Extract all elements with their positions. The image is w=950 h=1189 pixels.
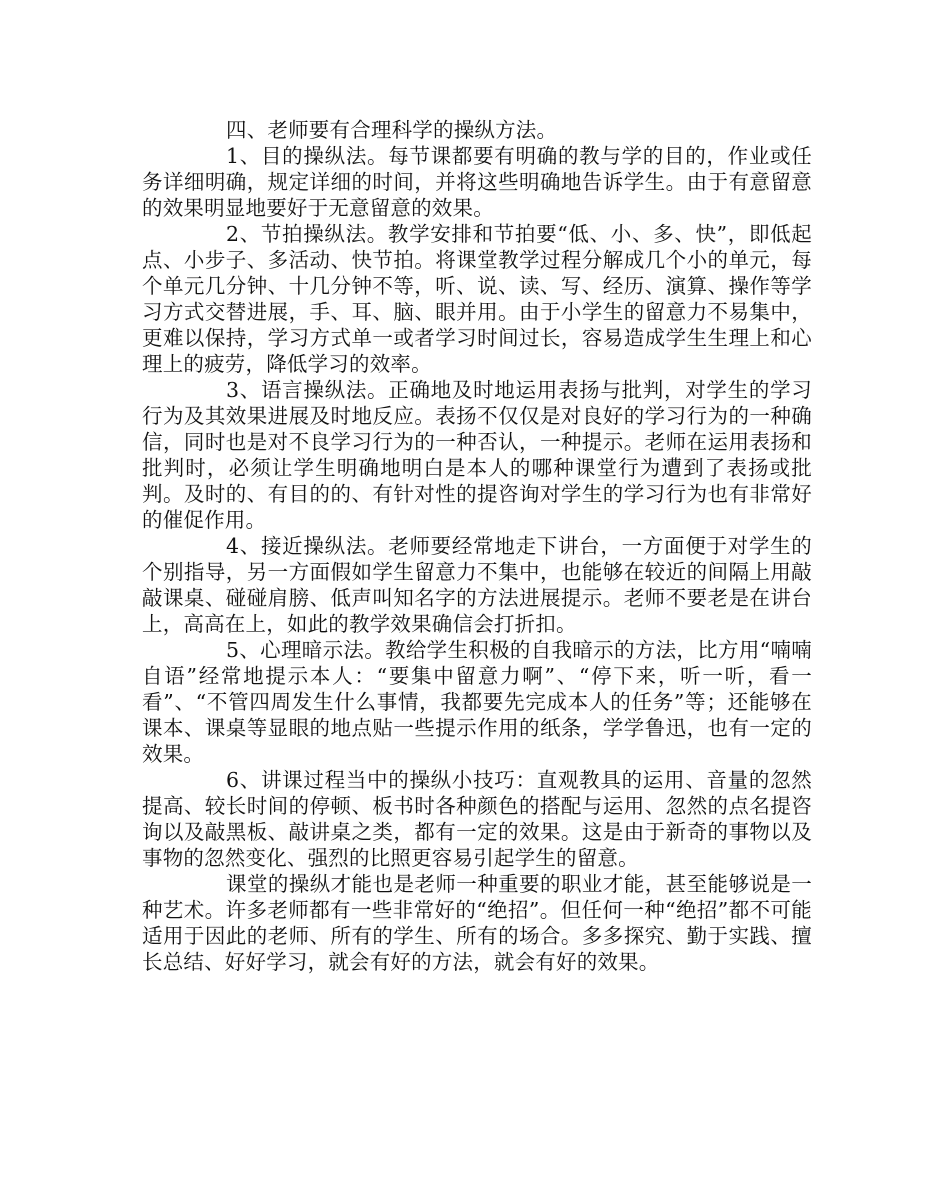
paragraph-psychological-suggestion: 5、心理暗示法。教给学生积极的自我暗示的方法，比方用“喃喃自语”经常地提示本人：“要集中留意力啊”、“停下来，听一听，看一看”、“不管四周发生什么事情，我都要先完成本人的任务”等；还能够在课本、课桌等显眼的地点贴一些提示作用的纸条，学学鲁迅，也有一定的效果。 xyxy=(142,638,812,766)
paragraph-proximity-control: 4、接近操纵法。老师要经常地走下讲台，一方面便于对学生的个别指导，另一方面假如学生留意力不集中，也能够在较近的间隔上用敲敲课桌、碰碰肩膀、低声叫知名字的方法进展提示。老师不要老是在讲台上，高高在上，如此的教学效果确信会打折扣。 xyxy=(142,534,812,636)
section-heading: 四、老师要有合理科学的操纵方法。 xyxy=(226,118,558,142)
paragraph-language-control: 3、语言操纵法。正确地及时地运用表扬与批判，对学生的学习行为及其效果进展及时地反应。表扬不仅仅是对良好的学习行为的一种确信，同时也是对不良学习行为的一种否认，一种提示。老师在运用表扬和批判时，必须让学生明确地明白是本人的哪种课堂行为遭到了表扬或批判。及时的、有目的的、有针对性的提咨询对学生的学习行为也有非常好的催促作用。 xyxy=(142,378,812,532)
paragraph-rhythm-control: 2、节拍操纵法。教学安排和节拍要“低、小、多、快”，即低起点、小步子、多活动、快节拍。将课堂教学过程分解成几个小的单元，每个单元几分钟、十几分钟不等，听、说、读、写、经历、演算、操作等学习方式交替进展，手、耳、脑、眼并用。由于小学生的留意力不易集中，更难以保持，学习方式单一或者学习时间过长，容易造成学生生理上和心理上的疲劳，降低学习的效率。 xyxy=(142,222,812,376)
paragraph-goal-control: 1、目的操纵法。每节课都要有明确的教与学的目的，作业或任务详细明确，规定详细的时间，并将这些明确地告诉学生。由于有意留意的效果明显地要好于无意留意的效果。 xyxy=(142,144,812,220)
paragraph-conclusion: 课堂的操纵才能也是老师一种重要的职业才能，甚至能够说是一种艺术。许多老师都有一些非常好的“绝招”。但任何一种“绝招”都不可能适用于因此的老师、所有的学生、所有的场合。多多探究、勤于实践、擅长总结、好好学习，就会有好的方法，就会有好的效果。 xyxy=(142,872,812,974)
document-body xyxy=(142,117,812,975)
paragraph-lecture-tips: 6、讲课过程当中的操纵小技巧：直观教具的运用、音量的忽然提高、较长时间的停顿、板书时各种颜色的搭配与运用、忽然的点名提咨询以及敲黑板、敲讲桌之类，都有一定的效果。这是由于新奇的事物以及事物的忽然变化、强烈的比照更容易引起学生的留意。 xyxy=(142,768,812,870)
